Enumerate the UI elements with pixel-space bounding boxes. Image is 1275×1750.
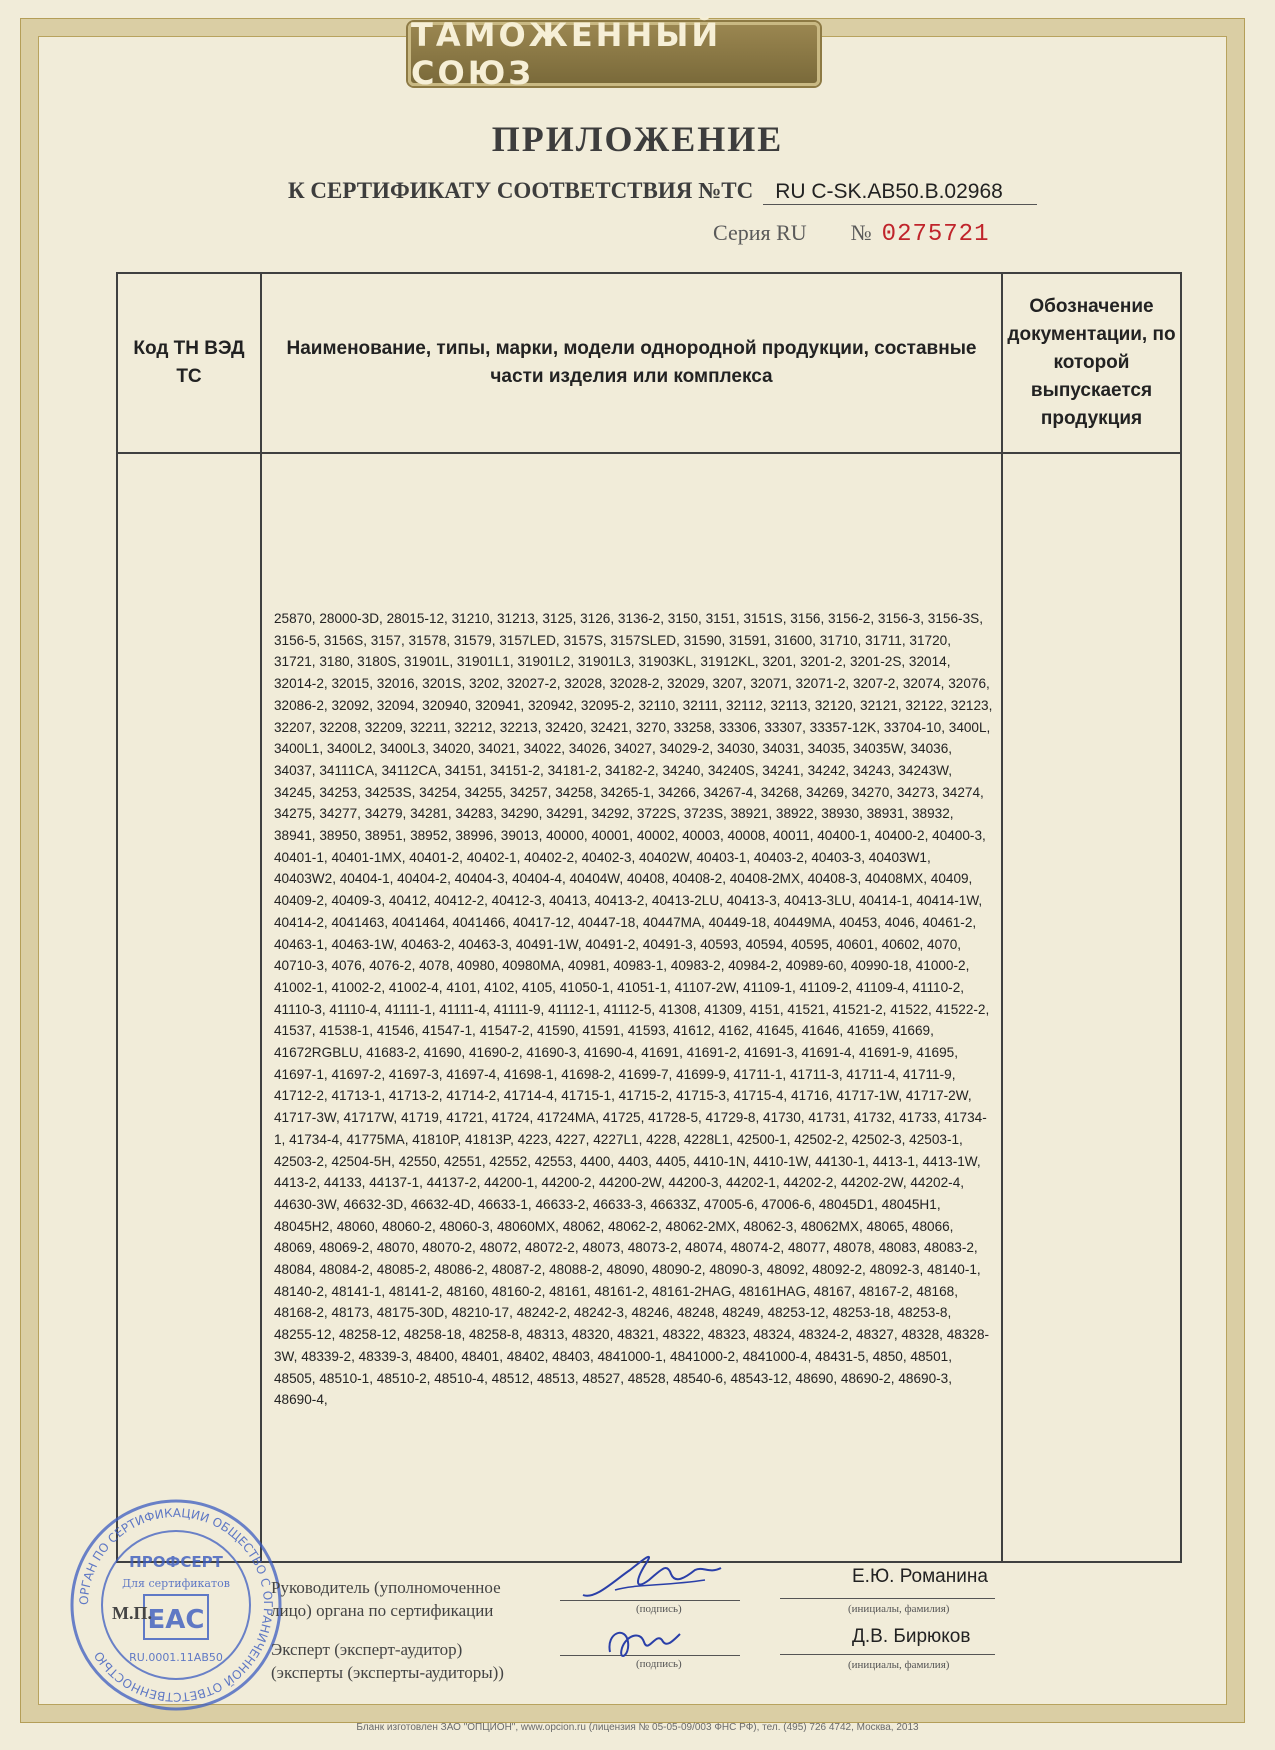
cell-product-models bbox=[261, 453, 1002, 1562]
head-name: Е.Ю. Романина bbox=[852, 1566, 988, 1587]
number-label: № bbox=[850, 220, 872, 245]
stamp-for-certs: Для сертификатов bbox=[122, 1577, 230, 1590]
head-name-caption: (инициалы, фамилия) bbox=[848, 1603, 950, 1615]
expert-label-line1: Эксперт (эксперт-аудитор) bbox=[271, 1640, 463, 1659]
certificate-prefix: К СЕРТИФИКАТУ СООТВЕТСТВИЯ №ТС bbox=[288, 178, 754, 203]
expert-label-line2: (эксперты (эксперты-аудиторы)) bbox=[271, 1663, 504, 1682]
head-label-line2: лицо) органа по сертификации bbox=[271, 1601, 494, 1620]
head-signature-caption: (подпись) bbox=[636, 1603, 682, 1615]
certificate-line bbox=[288, 178, 1037, 205]
page-title: ПРИЛОЖЕНИЕ bbox=[491, 119, 784, 159]
stamp-ring-text: ОРГАН ПО СЕРТИФИКАЦИИ ОБЩЕСТВО С ОГРАНИЧЕННОЙ ОТВЕТСТВЕННОСТЬЮ bbox=[76, 1505, 276, 1705]
stamp-org-name: ПРОФСЕРТ bbox=[129, 1553, 223, 1571]
products-table bbox=[116, 272, 1182, 1563]
expert-signature bbox=[600, 1612, 690, 1672]
series-line bbox=[713, 220, 990, 248]
cell-documentation bbox=[1002, 453, 1181, 1562]
table-header-row bbox=[117, 273, 1181, 453]
models-list: 25870, 28000-3D, 28015-12, 31210, 31213, 3125, 3126, 3136-2, 3150, 3151, 3151S, 3156, 3156-2, 3156-3, 3156-3S, 3156-5, 3156S, 3157, 31578, 31579, 3157LED, 3157S, 3157SLED, 31590, 31591, 31600, 31710, 31711, 31720, 31721, 3180, 3180S, 31901L, 31901L1, 31901L2, 31901L3, 31903KL, 31912KL, 3201, 3201-2, 3201-2S, 32014, 32014-2, 32015, 32016, 3201S, 3202, 32027-2, 32028, 32028-2, 32029, 3207, 32071, 32071-2, 3207-2, 32074, 32076, 32086-2, 32092, 32094, 320940, 320941, 320942, 32095-2, 32110, 32111, 32112, 32113, 32120, 32121, 32122, 32123, 32207, 32208, 32209, 32211, 32212, 32213, 32420, 32421, 3270, 33258, 33306, 33307, 33357-12K, 33704-10, 3400L, 3400L1, 3400L2, 3400L3, 34020, 34021, 34022, 34026, 34027, 34029-2, 34030, 34031, 34035, 34035W, 34036, 34037, 34111CA, 34112CA, 34151, 34151-2, 34181-2, 34182-2, 34240, 34240S, 34241, 34242, 34243, 34243W, 34245, 34253, 34253S, 34254, 34255, 34257, 34258, 34265-1, 34266, 34267-4, 34268, 34269, 34270, 34273, 34274, 34275, 34277, 34279, 34281, 34283, 34290, 34291, 34292, 3722S, 3723S, 38921, 38922, 38930, 38931, 38932, 38941, 38950, 38951, 38952, 38996, 39013, 40000, 40001, 40002, 40003, 40008, 40011, 40400-1, 40400-2, 40400-3, 40401-1, 40401-1MX, 40401-2, 40402-1, 40402-2, 40402-3, 40402W, 40403-1, 40403-2, 40403-3, 40403W1, 40403W2, 40404-1, 40404-2, 40404-3, 40404-4, 40404W, 40408, 40408-2, 40408-2MX, 40408-3, 40408MX, 40409, 40409-2, 40409-3, 40412, 40412-2, 40412-3, 40413, 40413-2, 40413-2LU, 40413-3, 40413-3LU, 40414-1, 40414-1W, 40414-2, 4041463, 4041464, 4041466, 40417-12, 40447-18, 40447MA, 40449-18, 40449MA, 40453, 4046, 40461-2, 40463-1, 40463-1W, 40463-2, 40463-3, 40491-1W, 40491-2, 40491-3, 40593, 40594, 40595, 40601, 40602, 4070, 40710-3, 4076, 4076-2, 4078, 40980, 40980MA, 40981, 40983-1, 40983-2, 40984-2, 40989-60, 40990-18, 41000-2, 41002-1, 41002-2, 41002-4, 4101, 4102, 4105, 41050-1, 41051-1, 41107-2W, 41109-1, 41109-2, 41109-4, 41110-2, 41110-3, 41110-4, 41111-1, 41111-4, 41111-9, 41112-1, 41112-5, 41308, 41309, 4151, 41521, 41521-2, 41522, 41522-2, 41537, 41538-1, 41546, 41547-1, 41547-2, 41590, 41591, 41593, 41612, 4162, 41645, 41646, 41659, 41669, 41672RGBLU, 41683-2, 41690, 41690-2, 41690-3, 41690-4, 41691, 41691-2, 41691-3, 41691-4, 41691-9, 41695, 41697-1, 41697-2, 41697-3, 41697-4, 41698-1, 41698-2, 41699-7, 41699-9, 41711-1, 41711-3, 41711-4, 41711-9, 41712-2, 41713-1, 41713-2, 41714-2, 41714-4, 41715-1, 41715-2, 41715-3, 41715-4, 41716, 41717-1W, 41717-2W, 41717-3W, 41717W, 41719, 41721, 41724, 41724MA, 41725, 41728-5, 41729-8, 41730, 41731, 41732, 41733, 41734-1, 41734-4, 41775MA, 41810P, 41813P, 4223, 4227, 4227L1, 4228, 4228L1, 42500-1, 42502-2, 42502-3, 42503-1, 42503-2, 42504-5H, 42550, 42551, 42552, 42553, 4400, 4403, 4405, 4410-1N, 4410-1W, 44130-1, 4413-1, 4413-1W, 4413-2, 44133, 44137-1, 44137-2, 44200-1, 44200-2, 44200-2W, 44200-3, 44202-1, 44202-2, 44202-2W, 44202-4, 44630-3W, 46632-3D, 46632-4D, 46633-1, 46633-2, 46633-3, 46633Z, 47005-6, 47006-6, 48045D1, 48045H1, 48045H2, 48060, 48060-2, 48060-3, 48060MX, 48062, 48062-2, 48062-2MX, 48062-3, 48062MX, 48065, 48066, 48069, 48069-2, 48070, 48070-2, 48072, 48072-2, 48073, 48073-2, 48074, 48074-2, 48077, 48078, 48083, 48083-2, 48084, 48084-2, 48085-2, 48086-2, 48087-2, 48088-2, 48090, 48090-2, 48090-3, 48092, 48092-2, 48092-3, 48140-1, 48140-2, 48141-1, 48141-2, 48160, 48160-2, 48161, 48161-2, 48161-2HAG, 48161HAG, 48167, 48167-2, 48168, 48168-2, 48173, 48175-30D, 48210-17, 48242-2, 48242-3, 48246, 48248, 48249, 48253-12, 48253-18, 48253-8, 48255-12, 48258-12, 48258-18, 48258-8, 48313, 48320, 48321, 48322, 48323, 48324, 48324-2, 48327, 48328, 48328-3W, 48339-2, 48339-3, 48400, 48401, 48402, 48403, 4841000-1, 4841000-2, 4841000-4, 48431-5, 4850, 48501, 48505, 48510-1, 48510-2, 48510-4, 48512, 48513, 48527, 48528, 48540-6, 48543-12, 48690, 48690-2, 48690-3, 48690-4, bbox=[274, 610, 993, 1408]
blank-footer: Бланк изготовлен ЗАО "ОПЦИОН", www.opcion.ru (лицензия № 05-05-09/003 ФНС РФ), тел. (495) 726 4742, Москва, 2013 bbox=[356, 1722, 919, 1733]
cell-hs-code bbox=[117, 453, 261, 1562]
expert-name-line bbox=[780, 1654, 995, 1655]
seal-place-label: М.П. bbox=[112, 1603, 152, 1623]
banner-text: ТАМОЖЕННЫЙ СОЮЗ bbox=[411, 16, 722, 92]
header-hs-code: Код ТН ВЭД ТС bbox=[117, 273, 261, 453]
expert-name: Д.В. Бирюков bbox=[852, 1626, 971, 1647]
expert-signature-caption: (подпись) bbox=[636, 1658, 682, 1670]
stamp-eac-mark: ЕАС bbox=[147, 1605, 205, 1635]
head-label-line1: Руководитель (уполномоченное bbox=[271, 1578, 501, 1597]
stamp-reg-number: RU.0001.11АВ50 bbox=[129, 1651, 223, 1664]
table-row bbox=[117, 453, 1181, 1562]
customs-union-banner bbox=[408, 16, 820, 92]
expert-name-caption: (инициалы, фамилия) bbox=[848, 1659, 950, 1671]
serial-number: 0275721 bbox=[881, 221, 990, 248]
certificate-number: RU C-SK.AB50.B.02968 bbox=[763, 180, 1037, 205]
certification-stamp bbox=[66, 1495, 286, 1715]
head-signature bbox=[575, 1540, 725, 1610]
header-documentation: Обозначение документации, по которой выпускается продукция bbox=[1002, 273, 1181, 453]
header-product-names: Наименование, типы, марки, модели однородной продукции, составные части изделия или комплекса bbox=[261, 273, 1002, 453]
head-name-line bbox=[780, 1598, 995, 1599]
series-label: Серия RU bbox=[713, 220, 807, 245]
